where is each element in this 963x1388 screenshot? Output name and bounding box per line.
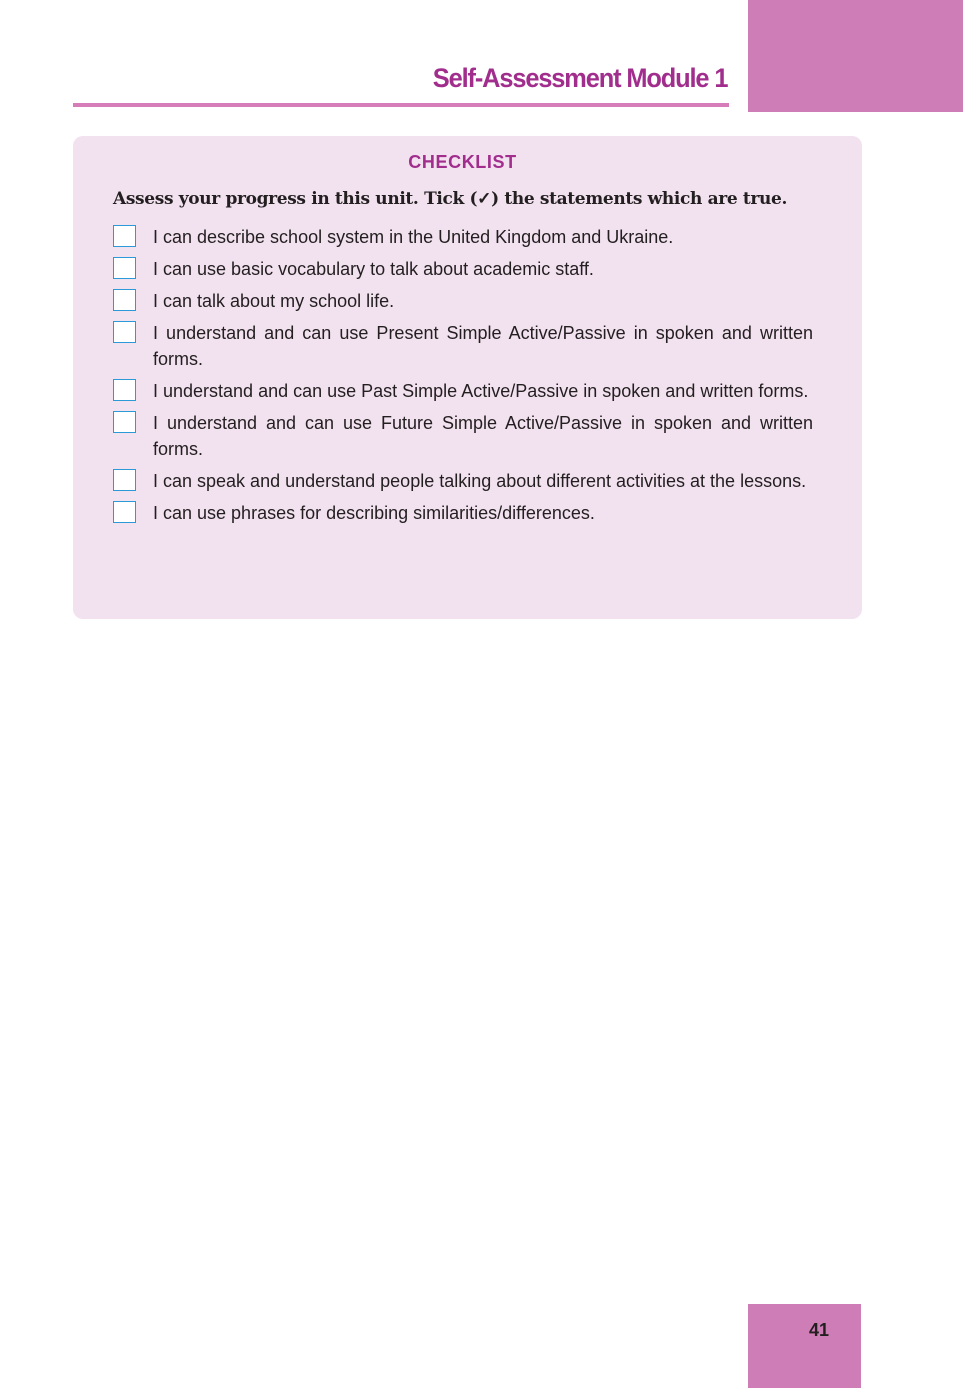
checklist-item (113, 224, 813, 250)
checklist-heading: CHECKLIST (408, 152, 517, 172)
checklist-checkbox[interactable] (113, 257, 136, 279)
checklist-item-text: I can speak and understand people talking about different activities at the lessons. (153, 471, 807, 491)
checklist-panel (73, 136, 862, 619)
page-title: Self-Assessment Module 1 (432, 63, 727, 93)
checklist-item (113, 500, 813, 526)
checklist-item-text: I can talk about my school life. (153, 291, 395, 311)
checklist-item-text: I can use basic vocabulary to talk about academic staff. (153, 259, 594, 279)
checklist-item-text: I can describe school system in the United Kingdom and Ukraine. (153, 227, 674, 247)
checklist-checkbox[interactable] (113, 379, 136, 401)
checklist-item (113, 378, 813, 404)
checklist-item-text: I understand and can use Past Simple Active/Passive in spoken and written forms. (153, 381, 809, 401)
checklist-checkbox[interactable] (113, 411, 136, 433)
checklist-item-text: I can use phrases for describing similarities/differences. (153, 503, 595, 523)
checklist-item (113, 320, 813, 372)
checklist-item (113, 410, 813, 462)
page-number: 41 (808, 1320, 830, 1340)
checklist-instructions: Assess your progress in this unit. Tick (✓) the statements which are true. (113, 189, 788, 209)
checklist-item (113, 288, 813, 314)
checklist-item (113, 468, 813, 494)
checklist-item-text: I understand and can use Present Simple Active/Passive in spoken and written forms. (153, 323, 813, 369)
checklist-checkbox[interactable] (113, 225, 136, 247)
checklist-checkbox[interactable] (113, 501, 136, 523)
checklist-checkbox[interactable] (113, 321, 136, 343)
title-underline (73, 103, 729, 107)
checklist-checkbox[interactable] (113, 289, 136, 311)
checklist-item-text: I understand and can use Future Simple Active/Passive in spoken and written forms. (153, 413, 813, 459)
checklist-checkbox[interactable] (113, 469, 136, 491)
checklist-item (113, 256, 813, 282)
checklist-items (113, 224, 813, 526)
page-number-tab (748, 1304, 861, 1388)
corner-color-tab (748, 0, 963, 112)
